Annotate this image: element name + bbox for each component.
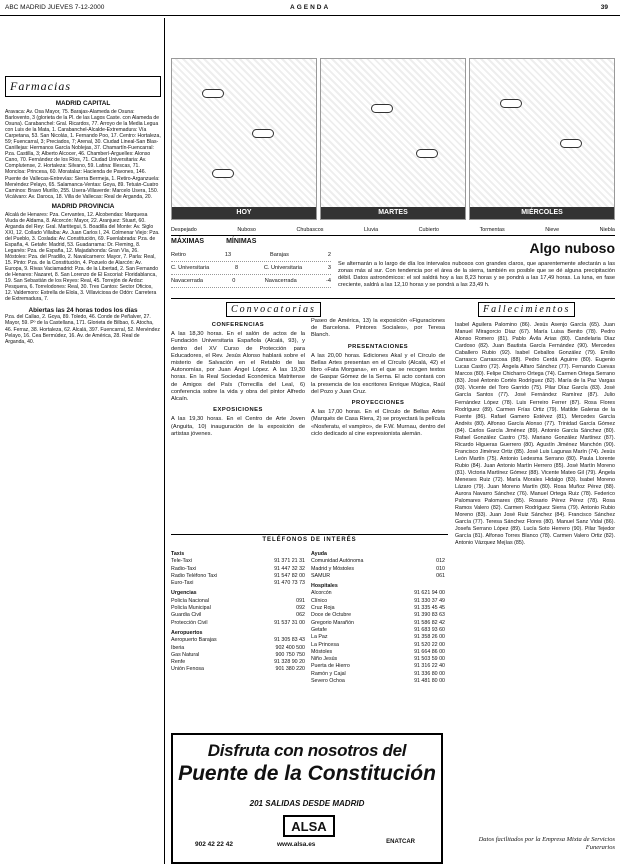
phone-label: Gregorio Marañón	[311, 619, 354, 626]
map-label-today: HOY	[172, 207, 316, 219]
phone-label: Doce de Octubre	[311, 612, 352, 619]
max-value: 0	[232, 278, 236, 284]
phone-number: 010	[436, 565, 445, 572]
map-label-wednesday: MIÉRCOLES	[470, 207, 614, 219]
phone-row	[171, 612, 305, 619]
phone-label: La Princesa	[311, 641, 339, 648]
phone-row	[311, 605, 445, 612]
page-number: 39	[600, 4, 608, 11]
phone-number: 91 664 86 00	[414, 648, 445, 655]
phone-label: Radio Teléfono Taxi	[171, 572, 218, 579]
expo-continuation: Paseo de América, 13) la exposición «Figuraciones de Barcelona. Pintores Sociales», por Teresa Blanch.	[311, 318, 445, 339]
station: Navacerrada	[171, 278, 204, 284]
phone-label: Tele-Taxi	[171, 558, 192, 565]
section-name: AGENDA	[290, 4, 331, 11]
phone-row	[171, 605, 305, 612]
phone-number: 91 390 83 63	[414, 612, 445, 619]
phone-label: Iberia	[171, 644, 185, 651]
convocatorias-col1	[171, 318, 305, 438]
phone-row	[171, 566, 305, 573]
legend-fog-icon: Niebla	[599, 227, 615, 233]
phone-label: Clínico	[311, 597, 328, 604]
telefonos-left	[171, 548, 305, 674]
farmacias-column	[5, 18, 165, 864]
phone-row	[311, 649, 445, 656]
phone-label: Renfe	[171, 659, 186, 666]
phone-number: 91 335 45 45	[414, 605, 445, 612]
legend-cloud-icon: Nuboso	[237, 227, 256, 233]
phone-row	[171, 637, 305, 644]
cloud-icon	[560, 139, 582, 148]
phone-number: 012	[436, 558, 445, 565]
temp-row	[171, 275, 331, 288]
phone-row	[171, 598, 305, 605]
phone-row	[171, 580, 305, 587]
phone-number: 91 305 83 43	[274, 637, 305, 644]
phone-label: Euro-Taxi	[171, 580, 194, 587]
max-value: 8	[234, 265, 239, 271]
phone-number: 91 537 31 00	[274, 619, 305, 626]
phone-label: Getafe	[311, 626, 327, 633]
phone-row	[311, 642, 445, 649]
phone-number: 91 330 37 49	[414, 597, 445, 604]
divider	[171, 298, 615, 299]
min-heading: MÍNIMAS	[226, 238, 257, 245]
phone-row	[171, 558, 305, 565]
phone-row	[171, 659, 305, 666]
weather-legend	[171, 224, 615, 236]
phone-row	[311, 627, 445, 634]
phone-row	[171, 666, 305, 673]
guard-heading: Abiertas las 24 horas todos los días	[28, 307, 138, 315]
phone-number: 91 371 21 31	[274, 558, 305, 565]
phone-number: 91 358 26 00	[414, 634, 445, 641]
max-heading: MÁXIMAS	[171, 238, 205, 245]
phone-row	[171, 645, 305, 652]
phone-number: 91 316 22 40	[414, 663, 445, 670]
alsa-logo: ALSA	[283, 815, 335, 837]
phone-number: 91 336 80 00	[414, 670, 445, 677]
temp-row	[171, 262, 331, 275]
phone-number: 091	[296, 597, 305, 604]
phone-group-title: Taxis	[171, 551, 185, 557]
convocatorias-title: Convocatorias	[226, 302, 321, 317]
capital-list: Aravaca: Av. Osa Mayor, 75. Barajas-Alameda de Osuna: Barlovento, 3 (glorieta de la Pl. de las Lagos Caste. con Alameda de Osuna). Carabanchel: Gral. Ricardos, 77. Arroyo de la Media Legua con Luis de la Mata, 1. Carabanchel-Alcalde-Extremadura: Vía Carpetana, 53. San Nicolás, 1. Fernando Poo, 17. Centro: Hortaleza, 59; Fuencarral, 3; Preciados, 7; Arenal, 30. Ciudad Lineal-San Blas-Canillejas: Hermanos García Noblejas, 37. Chamartín-Fuencarral: Pza. Castilla, 3; Alberto Alcocer, 46. Chamberí-Arguelles: Alonso Cano, 70. Fernández de los Ríos, 71. Ciudad Universitaria: Av. Complutense, 2. Hortaleza: Silvano, 59. Latina: Illescas, 71. Moncloa: Princesa, 60. Moratalaz: Hacienda de Pavones, 146. Puente de Vallecas-Entrevías: Sierra Bermeja, 1. Retiro-Arganzuela: Menéndez Pelayo, 65. Salamanca-Ventas: Goya, 89. Tetuán-Cuatro Caminos: Bravo Murillo, 255. Usera-Villaverde: Marcelo Usera, 150. Vicálvaro: Av. Daroca, 18. Villa de Vallecas: Real de Arganda, 20.	[5, 109, 161, 200]
fallecimientos-credit: Datos facilitados por la Empresa Mixta de Servicios Funerarios	[478, 836, 615, 851]
phone-label: Guardia Civil	[171, 612, 202, 619]
phone-label: Ramón y Cajal	[311, 670, 346, 677]
legend-showers-icon: Chubascos	[296, 227, 324, 233]
phone-row	[311, 598, 445, 605]
phone-label: Unión Fenosa	[171, 666, 204, 673]
station: Barajas	[269, 252, 289, 258]
phone-label: Cruz Roja	[311, 605, 335, 612]
ad-website[interactable]: www.alsa.es	[277, 841, 316, 848]
weather-maps	[171, 58, 615, 220]
temp-row	[171, 249, 331, 262]
conferencias-text: A las 18,30 horas. En el salón de actos de la Fundación Universitaria Española (Alcalá, 93), y dentro del XV Curso de Protección para Educadores, el Rev. Jesús Alonso hablará sobre el misterio de Salvación en el Retablo de las Autonomías, por Juan Ángel López. A las 19,30 horas. En la Real Sociedad Económica Matritense de Amigos del País (Torrecilla del Leal, 6) conferencia sobre la vida y obra del pintor Alfredo Alcaín.	[171, 331, 305, 403]
phone-label: SAMUR	[311, 572, 331, 579]
phone-number: 91 481 80 00	[414, 678, 445, 685]
phone-row	[311, 590, 445, 597]
phone-row	[311, 558, 445, 565]
phone-number: 901 380 220	[275, 666, 305, 673]
ad-line1: Disfruta con nosotros del	[207, 741, 407, 760]
map-label-tuesday: MARTES	[321, 207, 465, 219]
phone-label: Alcorcón	[311, 590, 332, 597]
phone-group-title: Hospitales	[311, 583, 338, 590]
weather-map-today	[171, 58, 317, 220]
phone-row	[171, 620, 305, 627]
phone-label: Puerta de Hierro	[311, 663, 350, 670]
phone-label: La Paz	[311, 634, 328, 641]
phone-label: Severo Ochoa	[311, 678, 345, 685]
station: C. Universitaria	[263, 265, 303, 271]
presentaciones-heading: PRESENTACIONES	[347, 343, 409, 350]
legend-storm-icon: Tormentas	[479, 227, 505, 233]
phone-number: 91 470 73 73	[274, 580, 305, 587]
cloud-icon	[416, 149, 438, 158]
phone-label: Madrid y Móstoles	[311, 565, 354, 572]
phone-number: 061	[436, 572, 445, 579]
cloud-icon	[252, 129, 274, 138]
cloud-icon	[500, 99, 522, 108]
legend-sun-icon: Despejado	[171, 227, 197, 233]
provincia-list: Alcalá de Henares: Pza. Cervantes, 12. Alcobendas: Marquesa Viuda de Aldama, 8. Alcorcón: Mayor, 22. Aranjuez: Stuart, 60. Arganda del Rey: Gral. Martitegui, 5. Boadilla del Monte: Av. Siglo XXI, 12. Collado Villalba: Av. Juan Carlos I, 24. Colmenar Viejo: Pza. del Pueblo, 3. Coslada: Av. Constitución, 69. Fuenlabrada: Pza. de España, 4. Getafe: Madrid, 53. Guadarrama: Dr. Fleming, 8. Leganés: Pza. de España, 12. Majadahonda: Gran Vía, 26. Móstoles: Pza. del Pradillo, 2. Navalcarnero: Mayor, 7. Parla: Real, 15. Pinto: Pza. de la Constitución, 4. Pozuelo de Alarcón: Av. Europa, 9. Rivas Vaciamadrid: Pza. de la Libertad, 2. San Fernando de Henares: Nazaret, 8. San Lorenzo de El Escorial: Floridablanca, 19. San Sebastián de los Reyes: Real, 45. Torrejón de Ardoz: Pesquera, 6. Torrelodones: Real, 30. Tres Cantos: Sector Oficios, 12. Valdemoro: Estrella de Elola, 3. Villaviciosa de Odón: Carretera de Extremadura, 7.	[5, 211, 160, 303]
cloud-icon	[212, 169, 234, 178]
phone-row	[311, 634, 445, 641]
conferencias-heading: CONFERENCIAS	[211, 322, 265, 328]
phone-label: Comunidad Autónoma	[311, 558, 364, 565]
cloud-icon	[202, 89, 224, 98]
phone-label: Radio-Taxi	[171, 565, 197, 572]
exposiciones-text: A las 19,30 horas. En el Centro de Arte Joven (Anguita, 10) inauguración de la exposición de artistas jóvenes.	[171, 416, 305, 437]
ad-line2: Puente de la Constitución	[178, 762, 436, 785]
phone-label: Aeropuerto Barajas	[171, 637, 217, 644]
phone-number: 91 586 82 42	[414, 619, 445, 626]
phone-number: 092	[296, 605, 305, 612]
weather-forecast	[338, 240, 615, 289]
header-date: ABC MADRID JUEVES 7-12-2000	[5, 4, 105, 11]
convocatorias-col2	[311, 318, 445, 438]
phone-label: Niño Jesús	[311, 656, 338, 663]
forecast-title: Algo nuboso	[529, 240, 615, 256]
phone-number: 91 328 90 20	[274, 659, 305, 666]
phone-row	[311, 678, 445, 685]
exposiciones-heading: EXPOSICIONES	[213, 407, 263, 414]
guard-list: Pza. del Callao, 2. Goya, 89. Toledo, 46. Conde de Peñalver, 27. Mayor, 59. Pº de la Castellana, 171. Glorieta de Bilbao, 6. Atocha, 46. Ferraz, 38. Hortaleza, 62. Alcalá, 397. Fuencarral, 52. Menéndez Pelayo, 16. Cea Bermúdez, 16. Av. de América, 28. Real de Arganda, 40.	[5, 314, 160, 345]
fallecimientos-title: Fallecimientos	[478, 302, 575, 317]
phone-number: 062	[296, 612, 305, 619]
phone-row	[311, 612, 445, 619]
presentaciones-text: A las 20,00 horas. Ediciones Akal y el Círculo de Bellas Artes presentan en el Círculo (Alcalá, 42) el libro «Fata Morgana», en el que se recogen textos de Gaspar Gómez de la Serna. El acto contará con la presencia de los escritores Enrique Múgica, Raúl del Pozo y Juan Cruz.	[311, 352, 445, 395]
telefonos-right	[311, 548, 445, 685]
phone-label: Gas Natural	[171, 651, 200, 658]
station: Navacerrada	[264, 278, 297, 284]
cloud-icon	[371, 104, 393, 113]
alsa-advertisement[interactable]	[171, 733, 443, 864]
min-value: 3	[327, 265, 331, 271]
min-value: -4	[325, 278, 331, 284]
phone-row	[171, 652, 305, 659]
phone-group-title: Ayuda	[311, 551, 327, 557]
phone-row	[311, 671, 445, 678]
phone-row	[171, 573, 305, 580]
page-header	[0, 0, 620, 16]
legend-rain-icon: Lluvia	[364, 227, 379, 233]
provincia-heading: MADRID PROVINCIA	[51, 202, 115, 210]
phone-number: 91 621 94 00	[414, 590, 445, 597]
enatcar-logo: ENATCAR	[386, 839, 415, 845]
capital-heading: MADRID CAPITAL	[55, 100, 111, 107]
phone-number: 91 447 32 32	[274, 565, 305, 572]
weather-map-wednesday	[469, 58, 615, 220]
phone-number: 91 683 93 60	[414, 626, 445, 633]
phone-row	[311, 573, 445, 580]
phone-group-title: Urgencias	[171, 590, 197, 597]
legend-overcast-icon: Cubierto	[418, 227, 440, 233]
phone-group-title: Aeropuertos	[171, 629, 203, 636]
phone-number: 91 520 22 00	[414, 641, 445, 648]
phone-label: Móstoles	[311, 648, 333, 655]
fallecimientos-list: Isabel Aguilera Palomino (86). Jesús Asenjo García (65). Juan Manuel Miragorcio Díaz (67). María Luisa Benito (78). Pedro Alonso Romero (81). Pablo Ávila Arias (80). Candelaria Diaz Cardoso (82). Juan Bautista García Fernández (90). Mercedes Caballero Rubio (92). Isabel Ceballos González (79). Emilio Carrasco Carrascosa (88). Pedro Cerdá Aguirre (80). Eugenio Lucas Castro (72). Ángela Alfaro Sánchez (77). Fernando Cuevas Marcos (80). Felipe Chicharro Ortega (74). Carmen Ortega Serrano (83). José Antonio Cortés Rodríguez (82). María de la Paz Vargas (93). Vicente del Toro Garrido (75). Pilar Díaz García (83). José García Santos (77). José Fernández Ramírez (87). Julio Fernández López (78). Luis Ferreiro Ferrer (87). Rosa Flores Rodríguez (89). Carmen Frías Ortiz (79). Matilde Galeras de la Fuente (86). Rafael Gamero Estévez (81). Mercedes García Andrés (80). Alfonso García Alonso (77). Trinidad García Gómez (84). Carlos García Jiménez (89). Antonio García Sánchez (80). Rafael González Castro (75). Mariano González Martínez (87). Ricardo Higueras Guerrero (80). Agustín Jiménez Manchón (90). Francisco Jiménez Ortiz (85). José Luis Lagunas Marín (74). Jesús León Martín (75). Antonio Ledesma Serrano (80). Paula Llorente Rubio (84). Juan Antonio Martín Herrero (85). José Martín Moreno (81). Victoria Martínez Gómez (88). Vicente Mateo Gil (79). Ángela Meneses Ruiz (72). María Morales Hidalgo (83). Isabel Moreno Lázaro (79). Juan Moreno Martín (80). Rosa Muñoz Pérez (88). Aurora Navarro Sánchez (76). Manuel Ortega Ruiz (78). Federico Palomares Palomares (85). Rosario Pérez Pérez (78). Rosa Ramos Valero (82). Carmen Rodríguez Sierra (79). Antonio Rubio Moreno (83). Juan José Ruiz Sánchez (84). Francisco Sánchez García (77). Teresa Sánchez Flores (80). Manuel Sanz Vidal (86). Josefa Serrano López (89). Lucía Soto Herrero (90). Pilar Tejedor García (81). Alfonso Torres Blanco (78). Carmen Valero Ortiz (82). Antonio Vázquez Mejías (85).	[455, 322, 615, 547]
phone-number: 91 503 59 00	[414, 656, 445, 663]
station: Retiro	[171, 252, 186, 258]
phone-label: Protección Civil	[171, 619, 208, 626]
proyecciones-text: A las 17,00 horas. En el Círculo de Bellas Artes (Marqués de Casa Riera, 2) se proyectará la película «Nosferatu, el vampiro», de F.W. Murnau, dentro del ciclo dedicado al cine expresionista alemán.	[311, 409, 445, 437]
phone-row	[311, 566, 445, 573]
phone-row	[311, 656, 445, 663]
phone-number: 91 547 82 00	[274, 572, 305, 579]
phone-number: 902 400 500	[275, 644, 305, 651]
weather-map-tuesday	[320, 58, 466, 220]
proyecciones-heading: PROYECCIONES	[351, 400, 405, 407]
forecast-text: Se alternarán a lo largo de día los intervalos nubosos con grandes claros, que aparentemente afectarán a las zonas más al sur. Con tendencia por el área de la sierra, también es posible que se dé alguna precipitación débil. Datos astronómicos: el sol saldrá hoy a las 8,23 horas y se pondrá a las 17,49 horas. La luna, en fase creciente, saldrá a las 12,10 horas y se pondrá a las 23,49 h.	[338, 261, 615, 288]
phone-number: 900 750 750	[275, 651, 305, 658]
phone-row	[311, 620, 445, 627]
phone-label: Policía Municipal	[171, 605, 211, 612]
phone-row	[311, 663, 445, 670]
telefonos-title: TELÉFONOS DE INTERÉS	[262, 537, 357, 543]
station: C. Universitaria	[171, 265, 210, 271]
legend-snow-icon: Nieve	[545, 227, 560, 233]
ad-line3: 201 SALIDAS DESDE MADRID	[249, 799, 365, 808]
phone-label: Policía Nacional	[171, 597, 209, 604]
max-value: 13	[224, 252, 232, 258]
ad-phone: 902 42 22 42	[195, 841, 233, 848]
min-value: 2	[327, 252, 331, 258]
farmacias-title: Farmacias	[5, 76, 161, 97]
divider	[171, 534, 448, 535]
